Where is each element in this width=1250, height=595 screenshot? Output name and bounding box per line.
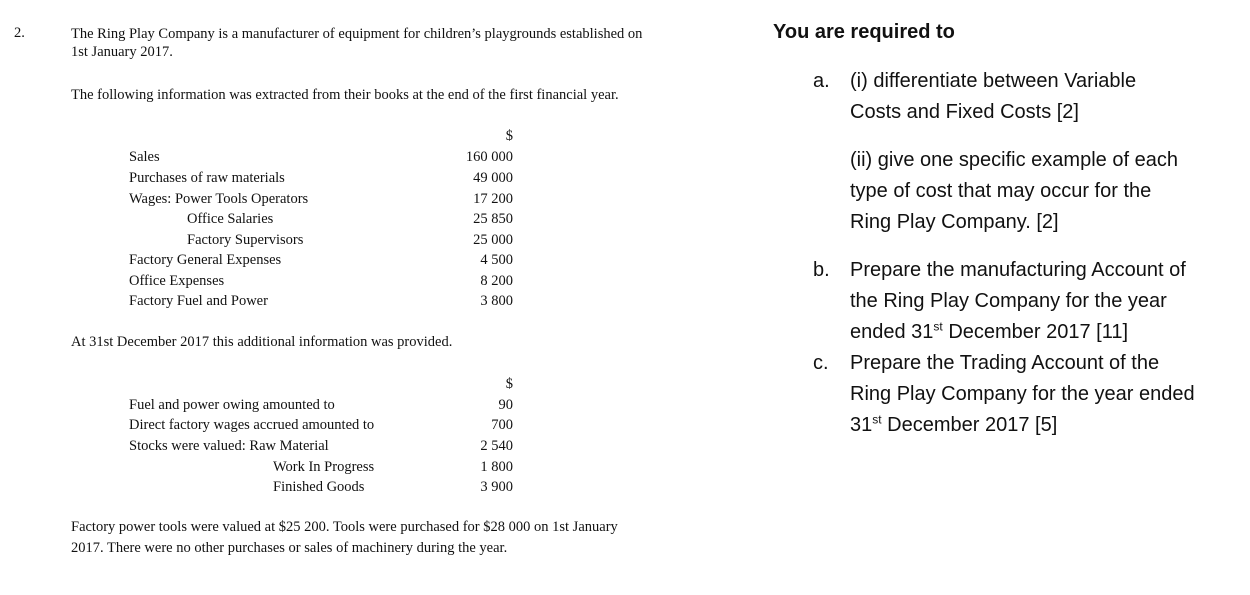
item-b-date-post: December 2017 [11] [942, 321, 1129, 343]
item-c-date-post: December 2017 [5] [881, 414, 1058, 436]
table2-label: Stocks were valued: Raw Material [129, 438, 329, 454]
table1-amount: 25 000 [473, 232, 513, 248]
item-b-date-sup: st [933, 319, 943, 334]
table1-label: Factory Fuel and Power [129, 293, 268, 309]
question-number: 2. [14, 25, 25, 41]
extract-text: The following information was extracted from their books at the end of the first financial year. [71, 87, 619, 103]
item-b-line [850, 321, 1128, 344]
item-a1-line: (i) differentiate between Variable [850, 70, 1137, 92]
table1-label: Purchases of raw materials [129, 170, 285, 186]
currency-header-2: $ [505, 376, 513, 392]
item-c-marker: c. [813, 352, 829, 374]
table1-label: Sales [129, 149, 160, 165]
item-a2-line: (ii) give one specific example of each [850, 149, 1178, 171]
table1-label: Wages: Power Tools Operators [129, 191, 309, 207]
table1-amount: 4 500 [480, 252, 513, 268]
table2-label: Finished Goods [273, 479, 365, 495]
table2-label: Work In Progress [273, 459, 375, 475]
item-b-line: the Ring Play Company for the year [850, 290, 1167, 312]
intro-line-1: The Ring Play Company is a manufacturer of equipment for children’s playgrounds established on [71, 26, 643, 42]
item-c-line [850, 414, 1057, 437]
item-b-date-pre: ended 31 [850, 321, 934, 343]
table1-amount: 160 000 [465, 149, 513, 165]
table1-amount: 8 200 [480, 273, 513, 289]
table1-amount: 49 000 [473, 170, 513, 186]
table1-amount: 3 800 [480, 293, 513, 309]
additional-info-text: At 31st December 2017 this additional information was provided. [71, 334, 453, 350]
table1-label: Factory General Expenses [129, 252, 282, 268]
item-c-date-sup: st [872, 412, 882, 427]
footer-line-1: Factory power tools were valued at $25 200. Tools were purchased for $28 000 on 1st January [71, 519, 618, 535]
table2-amount: 2 540 [480, 438, 513, 454]
item-c-line: Prepare the Trading Account of the [850, 352, 1160, 374]
table1-label: Office Salaries [187, 211, 274, 227]
intro-line-2: 1st January 2017. [71, 44, 173, 60]
currency-header-1: $ [505, 128, 513, 144]
table1-amount: 17 200 [473, 191, 513, 207]
footer-line-2: 2017. There were no other purchases or sales of machinery during the year. [71, 540, 508, 556]
item-c-date-pre: 31 [850, 414, 873, 436]
item-a-marker: a. [813, 70, 830, 92]
table1-amount: 25 850 [473, 211, 513, 227]
table2-label: Fuel and power owing amounted to [129, 397, 335, 413]
table2-amount: 1 800 [480, 459, 513, 475]
table1-label: Office Expenses [129, 273, 225, 289]
table1-label: Factory Supervisors [187, 232, 304, 248]
item-b-line: Prepare the manufacturing Account of [850, 259, 1186, 281]
item-a1-line: Costs and Fixed Costs [2] [850, 101, 1079, 123]
item-c-line: Ring Play Company for the year ended [850, 383, 1195, 405]
item-a2-line: type of cost that may occur for the [850, 180, 1152, 202]
table2-amount: 700 [491, 417, 513, 433]
item-b-marker: b. [813, 259, 830, 281]
table2-amount: 90 [498, 397, 513, 413]
item-a2-line: Ring Play Company. [2] [850, 211, 1059, 233]
table2-label: Direct factory wages accrued amounted to [129, 417, 375, 433]
requirements-heading: You are required to [773, 21, 955, 43]
table2-amount: 3 900 [480, 479, 513, 495]
